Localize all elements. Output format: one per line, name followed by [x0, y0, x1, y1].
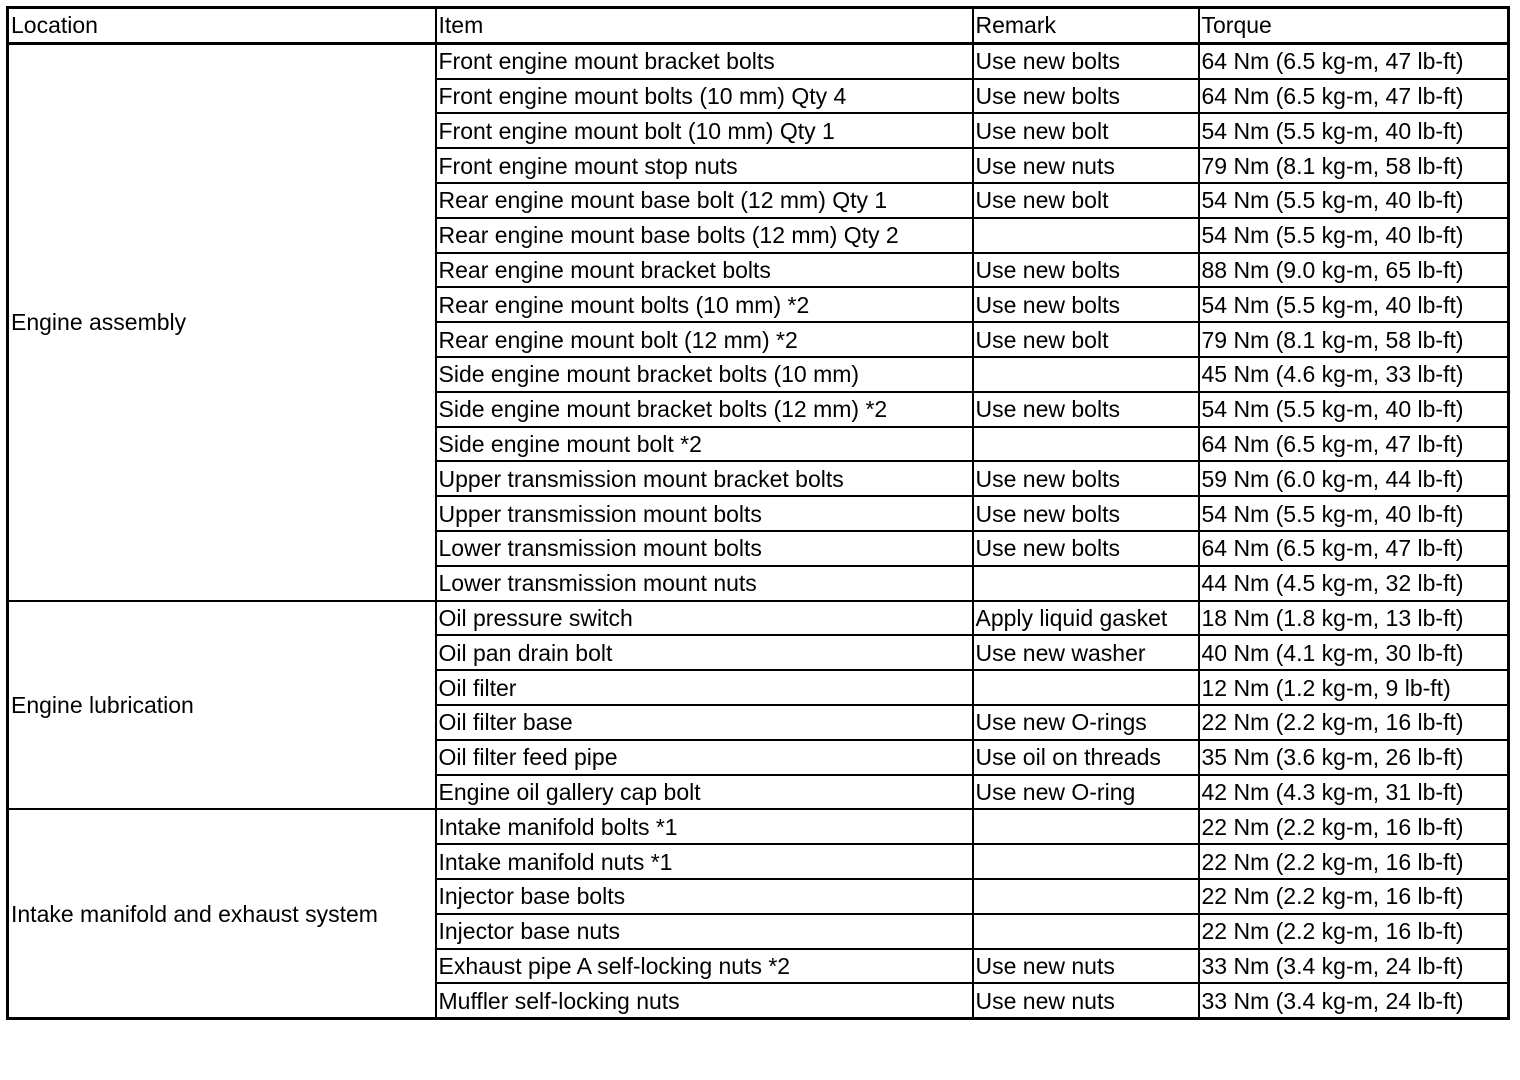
item-cell: Oil filter base	[436, 705, 973, 740]
location-cell: Engine lubrication	[8, 601, 436, 810]
remark-cell	[973, 218, 1199, 253]
remark-cell: Use new nuts	[973, 949, 1199, 984]
torque-cell: 64 Nm (6.5 kg-m, 47 lb-ft)	[1199, 531, 1509, 566]
column-header-item: Item	[436, 8, 973, 44]
table-row	[8, 43, 1509, 78]
torque-cell: 59 Nm (6.0 kg-m, 44 lb-ft)	[1199, 461, 1509, 496]
remark-cell	[973, 879, 1199, 914]
remark-cell: Use oil on threads	[973, 740, 1199, 775]
item-cell: Rear engine mount base bolts (12 mm) Qty 2	[436, 218, 973, 253]
item-cell: Intake manifold bolts *1	[436, 809, 973, 844]
item-cell: Oil pan drain bolt	[436, 635, 973, 670]
item-cell: Oil filter feed pipe	[436, 740, 973, 775]
torque-cell: 54 Nm (5.5 kg-m, 40 lb-ft)	[1199, 113, 1509, 148]
remark-cell: Use new bolt	[973, 113, 1199, 148]
table-body	[8, 43, 1509, 1018]
torque-cell: 54 Nm (5.5 kg-m, 40 lb-ft)	[1199, 287, 1509, 322]
column-header-torque: Torque	[1199, 8, 1509, 44]
torque-cell: 79 Nm (8.1 kg-m, 58 lb-ft)	[1199, 322, 1509, 357]
torque-cell: 22 Nm (2.2 kg-m, 16 lb-ft)	[1199, 705, 1509, 740]
item-cell: Exhaust pipe A self-locking nuts *2	[436, 949, 973, 984]
torque-cell: 44 Nm (4.5 kg-m, 32 lb-ft)	[1199, 566, 1509, 601]
torque-cell: 64 Nm (6.5 kg-m, 47 lb-ft)	[1199, 43, 1509, 78]
remark-cell: Use new bolt	[973, 183, 1199, 218]
remark-cell	[973, 809, 1199, 844]
remark-cell	[973, 914, 1199, 949]
item-cell: Rear engine mount bolt (12 mm) *2	[436, 322, 973, 357]
item-cell: Front engine mount bolt (10 mm) Qty 1	[436, 113, 973, 148]
remark-cell	[973, 427, 1199, 462]
item-cell: Engine oil gallery cap bolt	[436, 775, 973, 810]
torque-cell: 54 Nm (5.5 kg-m, 40 lb-ft)	[1199, 183, 1509, 218]
remark-cell: Use new O-rings	[973, 705, 1199, 740]
torque-cell: 35 Nm (3.6 kg-m, 26 lb-ft)	[1199, 740, 1509, 775]
table-row	[8, 601, 1509, 636]
remark-cell: Use new bolts	[973, 496, 1199, 531]
item-cell: Front engine mount bracket bolts	[436, 43, 973, 78]
item-cell: Upper transmission mount bolts	[436, 496, 973, 531]
item-cell: Injector base bolts	[436, 879, 973, 914]
remark-cell	[973, 844, 1199, 879]
item-cell: Rear engine mount base bolt (12 mm) Qty 1	[436, 183, 973, 218]
torque-cell: 88 Nm (9.0 kg-m, 65 lb-ft)	[1199, 253, 1509, 288]
torque-cell: 12 Nm (1.2 kg-m, 9 lb-ft)	[1199, 670, 1509, 705]
remark-cell: Use new O-ring	[973, 775, 1199, 810]
item-cell: Lower transmission mount bolts	[436, 531, 973, 566]
torque-cell: 22 Nm (2.2 kg-m, 16 lb-ft)	[1199, 844, 1509, 879]
table-row	[8, 809, 1509, 844]
torque-cell: 40 Nm (4.1 kg-m, 30 lb-ft)	[1199, 635, 1509, 670]
item-cell: Side engine mount bolt *2	[436, 427, 973, 462]
torque-cell: 54 Nm (5.5 kg-m, 40 lb-ft)	[1199, 218, 1509, 253]
header-row	[8, 8, 1509, 44]
remark-cell: Use new bolts	[973, 43, 1199, 78]
torque-cell: 33 Nm (3.4 kg-m, 24 lb-ft)	[1199, 949, 1509, 984]
torque-cell: 22 Nm (2.2 kg-m, 16 lb-ft)	[1199, 809, 1509, 844]
column-header-location: Location	[8, 8, 436, 44]
torque-cell: 79 Nm (8.1 kg-m, 58 lb-ft)	[1199, 148, 1509, 183]
torque-cell: 22 Nm (2.2 kg-m, 16 lb-ft)	[1199, 914, 1509, 949]
remark-cell: Use new bolts	[973, 287, 1199, 322]
remark-cell: Use new nuts	[973, 983, 1199, 1018]
item-cell: Rear engine mount bracket bolts	[436, 253, 973, 288]
item-cell: Side engine mount bracket bolts (12 mm) *2	[436, 392, 973, 427]
remark-cell	[973, 357, 1199, 392]
torque-cell: 64 Nm (6.5 kg-m, 47 lb-ft)	[1199, 427, 1509, 462]
item-cell: Rear engine mount bolts (10 mm) *2	[436, 287, 973, 322]
remark-cell: Use new bolt	[973, 322, 1199, 357]
remark-cell: Apply liquid gasket	[973, 601, 1199, 636]
remark-cell: Use new bolts	[973, 461, 1199, 496]
torque-cell: 45 Nm (4.6 kg-m, 33 lb-ft)	[1199, 357, 1509, 392]
remark-cell: Use new washer	[973, 635, 1199, 670]
remark-cell	[973, 670, 1199, 705]
remark-cell	[973, 566, 1199, 601]
remark-cell: Use new bolts	[973, 79, 1199, 114]
torque-cell: 42 Nm (4.3 kg-m, 31 lb-ft)	[1199, 775, 1509, 810]
torque-cell: 64 Nm (6.5 kg-m, 47 lb-ft)	[1199, 79, 1509, 114]
item-cell: Side engine mount bracket bolts (10 mm)	[436, 357, 973, 392]
remark-cell: Use new bolts	[973, 392, 1199, 427]
torque-specifications-table	[6, 6, 1510, 1020]
torque-cell: 54 Nm (5.5 kg-m, 40 lb-ft)	[1199, 392, 1509, 427]
item-cell: Injector base nuts	[436, 914, 973, 949]
item-cell: Upper transmission mount bracket bolts	[436, 461, 973, 496]
item-cell: Front engine mount bolts (10 mm) Qty 4	[436, 79, 973, 114]
remark-cell: Use new bolts	[973, 253, 1199, 288]
torque-cell: 22 Nm (2.2 kg-m, 16 lb-ft)	[1199, 879, 1509, 914]
remark-cell: Use new nuts	[973, 148, 1199, 183]
item-cell: Oil filter	[436, 670, 973, 705]
item-cell: Muffler self-locking nuts	[436, 983, 973, 1018]
location-cell: Intake manifold and exhaust system	[8, 809, 436, 1018]
remark-cell: Use new bolts	[973, 531, 1199, 566]
item-cell: Front engine mount stop nuts	[436, 148, 973, 183]
item-cell: Lower transmission mount nuts	[436, 566, 973, 601]
torque-cell: 18 Nm (1.8 kg-m, 13 lb-ft)	[1199, 601, 1509, 636]
torque-cell: 33 Nm (3.4 kg-m, 24 lb-ft)	[1199, 983, 1509, 1018]
location-cell: Engine assembly	[8, 43, 436, 600]
column-header-remark: Remark	[973, 8, 1199, 44]
item-cell: Intake manifold nuts *1	[436, 844, 973, 879]
item-cell: Oil pressure switch	[436, 601, 973, 636]
torque-cell: 54 Nm (5.5 kg-m, 40 lb-ft)	[1199, 496, 1509, 531]
